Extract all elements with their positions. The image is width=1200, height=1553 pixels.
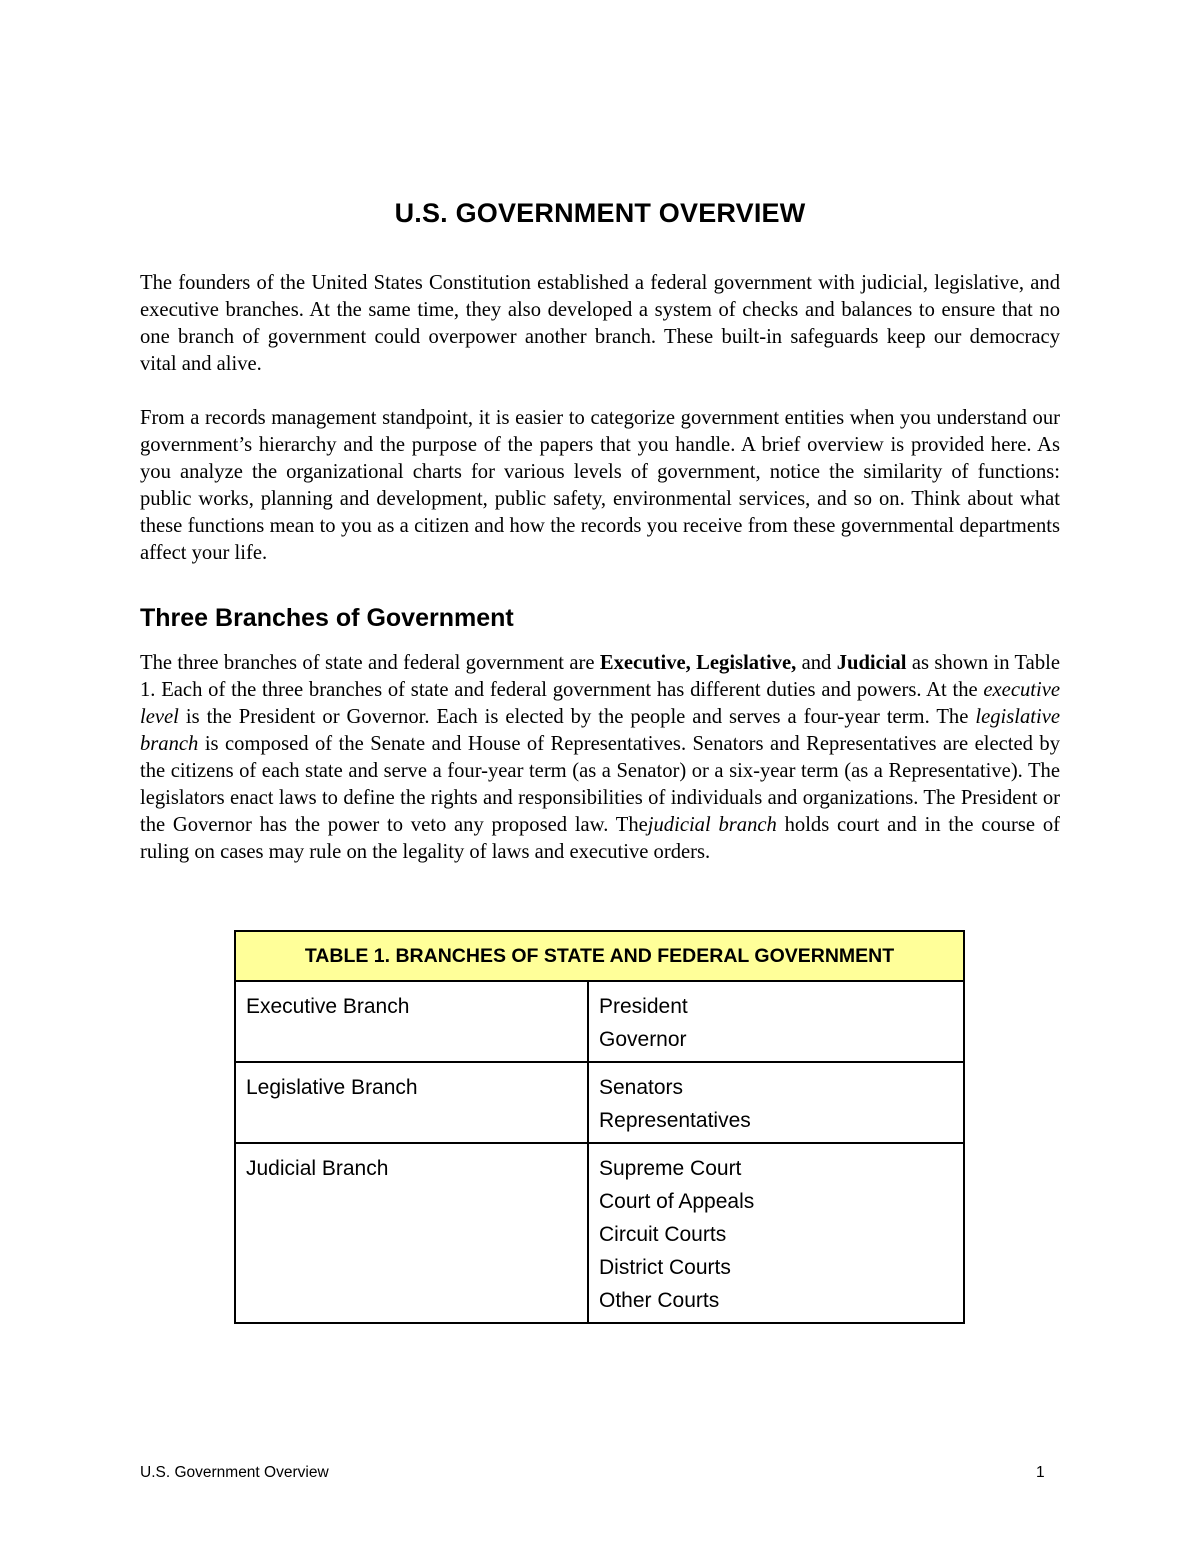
member-item: Governor <box>599 1028 687 1051</box>
page-number: 1 <box>1036 1464 1045 1481</box>
records-paragraph: From a records management standpoint, it is easier to categorize government entities when you understand our government’s hierarchy and the purpose of the papers that you handle. A brief overview is provided here. As you analyze the organizational charts for various levels of government, notice the similarity of functions: public works, planning and development, public safety, environmental services, and so on. Think about what these functions mean to you as a citizen and how the records you receive from these governmental departments affect your life. <box>140 407 1060 564</box>
branches-table <box>234 930 965 1324</box>
table-row <box>235 981 964 1062</box>
members-cell <box>588 981 964 1062</box>
member-item: Supreme Court <box>599 1157 742 1180</box>
text-run: holds court and in the course of ruling on cases may rule on the legality of laws and executive orders. <box>140 814 1060 863</box>
page-title: U.S. GOVERNMENT OVERVIEW <box>394 198 806 228</box>
members-cell <box>588 1143 964 1323</box>
section-heading: Three Branches of Government <box>140 604 514 632</box>
member-item: Senators <box>599 1076 684 1099</box>
member-item: Representatives <box>599 1109 751 1132</box>
members-cell <box>588 1062 964 1143</box>
member-item: District Courts <box>599 1256 731 1279</box>
text-run: as shown in Table 1. Each of the three branches of state and federal government has different duties and powers. At the <box>140 652 1060 701</box>
member-item: Circuit Courts <box>599 1223 727 1246</box>
table-caption: TABLE 1. BRANCHES OF STATE AND FEDERAL GOVERNMENT <box>235 931 964 981</box>
branch-cell: Executive Branch <box>235 981 588 1062</box>
branches-paragraph <box>140 650 1060 866</box>
table-row <box>235 1062 964 1143</box>
italic-run: legislative branch <box>140 706 1060 755</box>
text-run: and <box>796 652 837 674</box>
intro-paragraph: The founders of the United States Constitution established a federal government with judicial, legislative, and executive branches. At the same time, they also developed a system of checks and balances to ensure that no one branch of government could overpower another branch. These built-in safeguards keep our democracy vital and alive. <box>140 272 1060 375</box>
text-run: is the President or Governor. Each is elected by the people and serves a four-year term. The <box>178 706 976 728</box>
member-item: President <box>599 995 688 1018</box>
text-run: The three branches of state and federal government are <box>140 652 600 674</box>
member-item: Other Courts <box>599 1289 720 1312</box>
table-row <box>235 1143 964 1323</box>
member-item: Court of Appeals <box>599 1190 755 1213</box>
italic-run: judicial branch <box>647 814 777 836</box>
table-header-row <box>235 931 964 981</box>
branch-cell: Legislative Branch <box>235 1062 588 1143</box>
branch-cell: Judicial Branch <box>235 1143 588 1323</box>
text-run: is composed of the Senate and House of Representatives. Senators and Representatives are elected by the citizens of each state and serve a four-year term (as a Senator) or a six-year term (as a Representative). The legislators enact laws to define the rights and responsibilities of individuals and organizations. The President or the Governor has the power to veto any proposed law. The <box>140 733 1060 836</box>
bold-run: Executive, Legislative, <box>599 652 797 674</box>
footer-title: U.S. Government Overview <box>140 1464 329 1481</box>
bold-run: Judicial <box>836 652 907 674</box>
italic-run: executive level <box>140 679 1060 728</box>
